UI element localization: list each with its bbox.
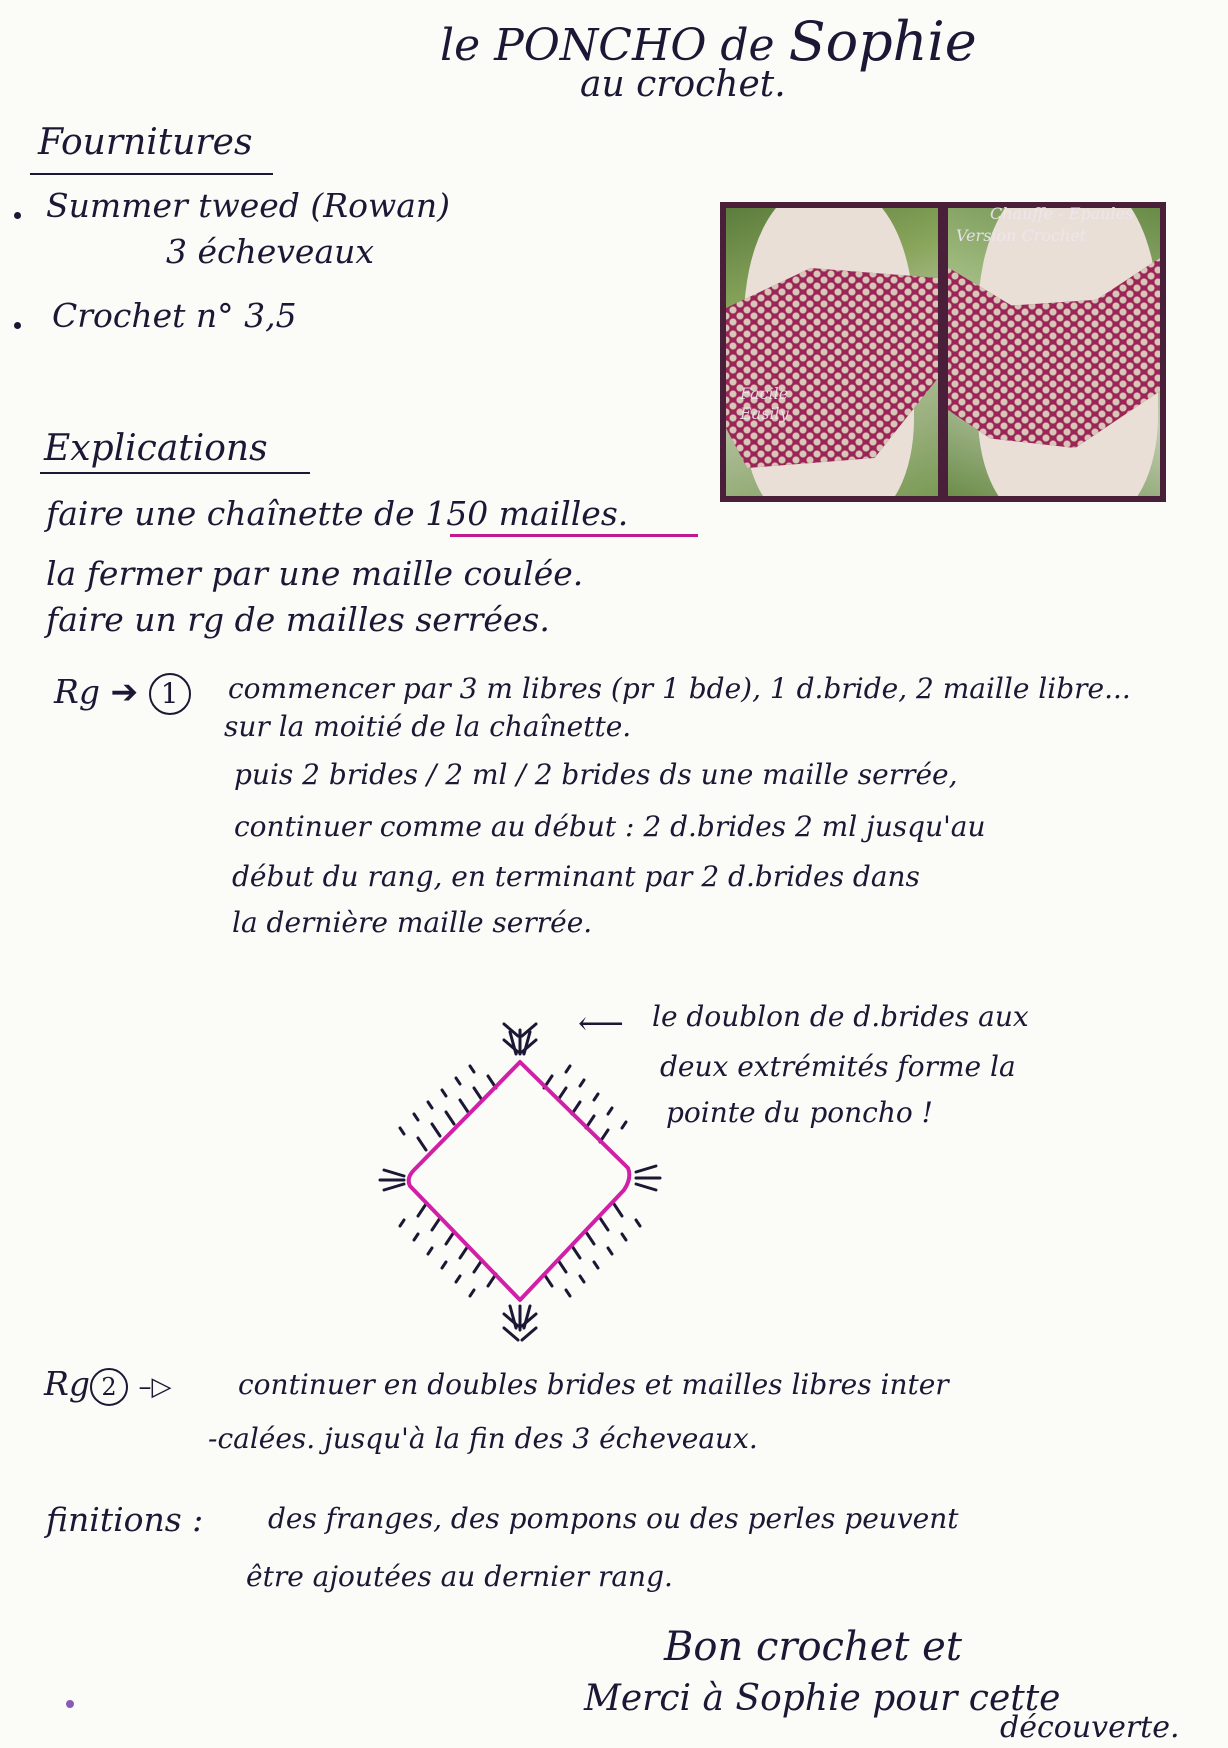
explanation-line-2: la fermer par une maille coulée. bbox=[46, 554, 584, 593]
watermark-left-2: Easily bbox=[740, 404, 789, 423]
photo-panel-left bbox=[726, 208, 938, 496]
diagram-note-line-2: deux extrémités forme la bbox=[660, 1050, 1016, 1083]
row-2-line-2: -calées. jusqu'à la fin des 3 écheveaux. bbox=[208, 1422, 758, 1455]
supplies-heading: Fournitures bbox=[38, 122, 253, 163]
row-2-line-1: continuer en doubles brides et mailles libres inter bbox=[238, 1368, 949, 1401]
row-2-number: 2 bbox=[90, 1368, 128, 1406]
supply-hook: Crochet n° 3,5 bbox=[52, 296, 297, 335]
closing-line-1: Bon crochet et bbox=[664, 1624, 962, 1670]
title-name: Sophie bbox=[788, 10, 977, 73]
row-1-line-1: commencer par 3 m libres (pr 1 bde), 1 d.bride, 2 maille libre... bbox=[228, 672, 1131, 705]
title-prefix: le PONCHO de bbox=[440, 20, 775, 71]
explanations-heading: Explications bbox=[44, 428, 268, 469]
photo-panel-right bbox=[948, 208, 1160, 496]
finishing-label: finitions : bbox=[46, 1500, 204, 1539]
row-1-line-6: la dernière maille serrée. bbox=[232, 906, 593, 939]
arrow-icon: ➔ bbox=[110, 672, 139, 711]
stitch-count-underline bbox=[450, 534, 698, 537]
stitch-marks bbox=[380, 1024, 660, 1340]
watermark-left-1: Facile bbox=[740, 384, 789, 403]
arrow-left-icon: ⟵ bbox=[578, 1004, 624, 1042]
arrow-right-icon: –▷ bbox=[138, 1372, 172, 1402]
diagram-note-line-3: pointe du poncho ! bbox=[666, 1096, 933, 1129]
explanation-line-1 bbox=[46, 494, 628, 533]
row-1-line-3: puis 2 brides / 2 ml / 2 brides ds une maille serrée, bbox=[234, 758, 958, 791]
ink-dot bbox=[66, 1700, 74, 1708]
poncho-photo bbox=[720, 202, 1166, 502]
page-subtitle: au crochet. bbox=[580, 64, 786, 105]
supply-yarn: Summer tweed (Rowan) bbox=[46, 186, 451, 225]
stitch-count-highlight: 150 mailles bbox=[425, 494, 618, 533]
row-2-prefix: Rg bbox=[44, 1364, 90, 1403]
explanation-line-1-end: . bbox=[617, 494, 629, 533]
explanations-heading-underline bbox=[40, 472, 310, 474]
row-1-line-4: continuer comme au début : 2 d.brides 2 ml jusqu'au bbox=[234, 810, 986, 843]
row-2-label bbox=[44, 1364, 171, 1406]
row-1-line-2: sur la moitié de la chaînette. bbox=[224, 710, 632, 743]
explanation-line-3: faire un rg de mailles serrées. bbox=[46, 600, 550, 639]
finishing-line-2: être ajoutées au dernier rang. bbox=[246, 1560, 673, 1593]
row-1-prefix: Rg bbox=[54, 672, 100, 711]
finishing-line-1: des franges, des pompons ou des perles peuvent bbox=[268, 1502, 959, 1535]
closing-line-3: découverte. bbox=[1000, 1710, 1180, 1745]
explanation-line-1-start: faire une chaînette de bbox=[46, 494, 426, 533]
bullet-icon bbox=[14, 212, 21, 219]
row-1-number: 1 bbox=[149, 673, 191, 715]
diagram-note-line-1: le doublon de d.brides aux bbox=[652, 1000, 1029, 1033]
supplies-heading-underline bbox=[30, 173, 273, 175]
watermark-top-1: Chauffe - Epaules bbox=[990, 204, 1134, 223]
bullet-icon bbox=[14, 322, 21, 329]
closing-line-2: Merci à Sophie pour cette bbox=[584, 1678, 1061, 1719]
watermark-top-2: Version Crochet bbox=[956, 226, 1087, 245]
stitch-diagram bbox=[370, 1010, 670, 1350]
row-1-label bbox=[54, 672, 191, 715]
supply-yarn-quantity: 3 écheveaux bbox=[166, 232, 374, 271]
row-1-line-5: début du rang, en terminant par 2 d.brides dans bbox=[232, 860, 920, 893]
